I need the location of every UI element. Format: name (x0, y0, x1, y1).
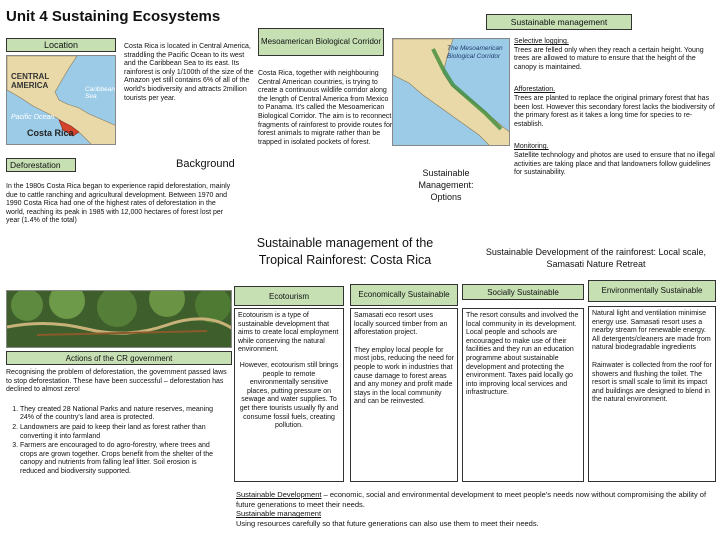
government-item-3: 3. Farmers are encouraged to do agro-forestry, where trees and crops are grown together. Crops benefit from the shelter of the canopy and nutrients from falling leaf litter. Soil erosion is reduced and biodiversity supported. (20, 442, 220, 476)
option-afforestation (514, 86, 716, 129)
definitions (236, 490, 716, 528)
sm-label: Sustainable management (236, 509, 322, 519)
map-label-costa-rica: Costa Rica (27, 128, 74, 138)
environmental-text-1: Natural light and ventilation minimise energy use. Samasati resort uses a nearby stream for renewable energy. All detergents/cleaners are made from natural biodegradable ingredients (592, 310, 711, 352)
economic-box (350, 308, 458, 482)
definition-sustainable-development (236, 490, 716, 509)
environmental-box (588, 306, 716, 482)
environmental-text-2: Rainwater is collected from the roof for showers and flushing the toilet. The resort is small scale to limit its impact and buildings are designed to blend in the natural environment. (592, 361, 712, 404)
economic-heading (350, 284, 458, 306)
social-heading-label: Socially Sustainable (487, 287, 559, 297)
ecotourism-photo-graphic (7, 291, 232, 348)
sd-separator: – (323, 490, 330, 499)
main-title-text: Sustainable management of the Tropical Rainforest: Costa Rica (256, 236, 434, 267)
ecotourism-photo (6, 290, 232, 348)
central-america-map (6, 55, 116, 145)
environmental-heading (588, 280, 716, 302)
government-item-1: 1. They created 28 National Parks and nature reserves, meaning 24% of the country's land area is protected. (20, 406, 220, 423)
options-label-text: Sustainable Management: Options (418, 168, 474, 202)
sd-label: Sustainable Development (236, 490, 322, 499)
corridor-heading-label: Mesoamerican Biological Corridor (260, 37, 382, 46)
economic-text-2: They employ local people for most jobs, reducing the need for people to work in industries that cause damage to forest areas and any money and profit made stays in the local community and can be reinvested. (354, 346, 455, 406)
option-selective-logging (514, 38, 716, 72)
environmental-heading-label: Environmentally Sustainable (601, 286, 703, 295)
corridor-text: Costa Rica, together with neighbouring Central American countries, is trying to create a continuous wildlife corridor along the length of Central America from Mexico to Panama. It's called the Mesoamerican Biological Corridor. The aim is to reconnect fragments of rainforest to provide routes for forest animals to migrate rather than be trapped in isolated pockets of forest. (258, 70, 393, 146)
government-text (6, 369, 232, 478)
government-heading (6, 351, 232, 365)
corridor-map-title: The Mesoamerican Biological Corridor (447, 45, 503, 60)
options-label (408, 160, 484, 210)
option-selective-logging-label: Selective logging. (514, 38, 569, 45)
ecotourism-text-2: However, ecotourism still brings people to remote environmentally sensitive places, putting pressure on sewage and water supplies. To get there tourists usually fly and consume fossil fuels, creating pollution. (239, 361, 339, 430)
map-label-pacific-ocean: Pacific Ocean (11, 114, 55, 121)
main-title (234, 232, 456, 272)
deforestation-text: In the 1980s Costa Rica began to experience rapid deforestation, mainly due to cattle ranching and agricultural development. Between 1970 and 1990 Costa Rica had one of the highest rates of deforestation in the world, reaching its peak in 1985 with 12,000 hectares of forest lost per year (1.4% of the total) (6, 183, 231, 225)
option-afforestation-text: Trees are planted to replace the original primary forest that has been lost. However this secondary forest lacks the biodiversity of the primary forest as it takes a long time for species to re-establish. (514, 94, 715, 128)
local-scale-heading (474, 244, 718, 272)
background-heading: Background (176, 158, 235, 170)
option-monitoring-label: Monitoring. (514, 143, 549, 151)
map-label-caribbean-sea: Caribbean Sea (85, 86, 115, 100)
deforestation-heading-label: Deforestation (10, 160, 61, 170)
sustainable-management-header (486, 14, 632, 30)
local-scale-heading-text: Sustainable Development of the rainforest: Local scale, Samasati Nature Retreat (485, 247, 707, 269)
ecotourism-text-1: Ecotourism is a type of sustainable development that aims to create local employment while conserving the natural environment. (238, 312, 339, 354)
sustainable-management-header-label: Sustainable management (510, 17, 608, 27)
ecotourism-heading (234, 286, 344, 306)
location-heading (6, 38, 116, 52)
ecotourism-heading-label: Ecotourism (268, 291, 309, 301)
management-options (514, 38, 716, 178)
government-heading-label: Actions of the CR government (65, 353, 173, 363)
page-title: Unit 4 Sustaining Ecosystems (6, 8, 221, 25)
map-label-central-america: CENTRAL AMERICA (11, 72, 50, 90)
sd-text: economic, social and environmental development to meet people's needs now without compromising the ability of future generations to meet their needs. (236, 490, 707, 509)
social-heading (462, 284, 584, 300)
ecotourism-box (234, 308, 344, 482)
option-selective-logging-text: Trees are felled only when they reach a certain height. Young trees are allowed to mature to ensure that the height of the canopy is maintained. (514, 46, 704, 71)
location-text: Costa Rica is located in Central America, straddling the Pacific Ocean to its west and the Caribbean Sea to its east. Its rainforest is only 1/100th of the size of the Amazon yet still contains 6% of all of the world's biodiversity and attracts 2million tourists per year. (124, 43, 254, 102)
social-box (462, 308, 584, 482)
economic-text-1: Samasati eco resort uses locally sourced timber from an afforestation project. (354, 312, 448, 337)
deforestation-heading (6, 158, 76, 172)
sm-text: Using resources carefully so that future generations can also use them to meet their needs. (236, 518, 539, 528)
government-intro: Recognising the problem of deforestation, the government passed laws to stop deforestation. These have been successful – deforestation has declined to almost zero! (6, 369, 227, 394)
government-list (20, 406, 220, 477)
option-monitoring-text: Satellite technology and photos are used to ensure that no illegal activities are taking place and that landowners follow guidelines for sustainability. (514, 151, 715, 177)
economic-heading-label: Economically Sustainable (358, 290, 450, 299)
location-heading-label: Location (43, 40, 79, 50)
option-afforestation-label: Afforestation. (514, 86, 556, 94)
corridor-heading (258, 28, 384, 56)
option-monitoring (514, 143, 716, 177)
corridor-map (392, 38, 510, 146)
social-text: The resort consults and involved the local community in its development. Local people and schools are encouraged to make use of their facilities and they run an education programme about sustainable development and protecting the environment. Taxes paid locally go into improving local services and infrastructure. (466, 312, 579, 397)
government-item-2: 2. Landowners are paid to keep their land as forest rather than converting it into farmland (20, 424, 220, 441)
